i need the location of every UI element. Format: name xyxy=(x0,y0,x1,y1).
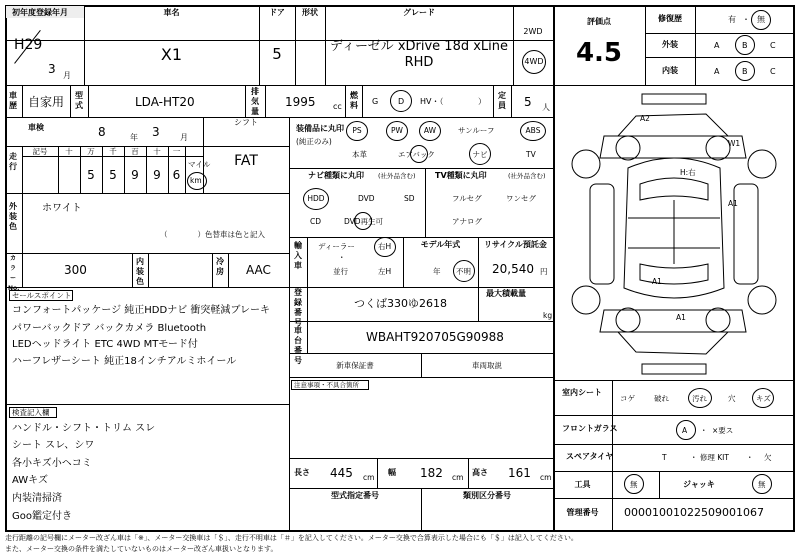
rule xyxy=(553,498,795,499)
equip-item: PS xyxy=(352,126,362,135)
navi-sub: (社外品含む) xyxy=(378,172,416,180)
mileage-digit: 6 xyxy=(172,168,181,182)
tools-value: 無 xyxy=(630,480,638,489)
inspection-year-unit: 年 xyxy=(130,133,138,142)
rule xyxy=(88,85,89,117)
tv-item: ワンセグ xyxy=(506,194,536,203)
doors-label: ドア xyxy=(269,8,285,17)
rule xyxy=(70,85,71,117)
repair-yes: 有 xyxy=(728,15,736,24)
sales-points-label: セールスポイント xyxy=(12,291,72,300)
footer-note-2: また、メーター交換の条件を満たしていないものはメーター改ざん車扱いとなります。 xyxy=(5,545,278,553)
equip-item: サンルーフ xyxy=(458,126,495,135)
inspector-line: ハンドル・シフト・トリム スレ xyxy=(12,423,156,434)
mileage-digit: 5 xyxy=(109,168,117,182)
registration-value: つくば330ゆ2618 xyxy=(354,297,447,310)
rule xyxy=(362,85,363,117)
mileage-unit-km: km xyxy=(190,176,202,185)
chassis-value: WBAHT920705G90988 xyxy=(366,330,504,344)
first-reg-label: 初年度登録年月 xyxy=(12,8,68,17)
navi-item: DVD再生可 xyxy=(344,217,384,226)
interior-color-label: 内装色 xyxy=(136,257,144,286)
rule xyxy=(132,253,133,287)
car-damage-diagram xyxy=(556,88,792,378)
navi-item: HDD xyxy=(307,194,325,203)
rule xyxy=(493,85,494,117)
mileage-label: 走行 xyxy=(9,152,17,171)
navi-item: SD xyxy=(404,194,415,203)
interior-b: B xyxy=(742,67,748,76)
color-value: ホワイト xyxy=(42,203,82,214)
rule xyxy=(265,85,266,117)
windshield-a: A xyxy=(682,426,688,435)
fuel-label: 燃料 xyxy=(350,91,358,110)
width-label: 幅 xyxy=(388,468,396,477)
rule xyxy=(185,146,186,193)
mileage-unit-mile: マイル xyxy=(188,160,211,169)
spare-tire-kit: ・ 修理 KIT xyxy=(690,453,729,462)
height-label: 高さ xyxy=(472,468,488,477)
shift-value: FAT xyxy=(234,153,258,169)
mileage-digit-label: 十 xyxy=(65,147,73,156)
doors-value: 5 xyxy=(272,45,282,63)
tv-item: フルセグ xyxy=(452,194,482,203)
mileage-digit: 9 xyxy=(153,168,161,182)
import-left: 左H xyxy=(378,267,392,276)
inspector-line: AWキズ xyxy=(12,475,48,486)
grade-label: グレード xyxy=(403,8,435,17)
inspection-label: 車検 xyxy=(28,123,44,132)
rule xyxy=(259,5,260,85)
equip-item: PW xyxy=(391,126,403,135)
rule xyxy=(553,380,795,381)
grade-line1: ディーゼル xDrive 18d xLine xyxy=(329,39,509,54)
rule xyxy=(289,321,553,322)
mgmt-no-label: 管理番号 xyxy=(566,508,599,517)
usage-value: 自家用 xyxy=(28,95,65,109)
tv-sub: (社外品含む) xyxy=(508,172,546,180)
exterior-c: C xyxy=(770,41,776,50)
score-label: 評価点 xyxy=(587,17,611,26)
equipment-sub: (純正のみ) xyxy=(296,137,332,146)
length-value: 445 xyxy=(330,466,353,480)
diagram-mark: W1 xyxy=(728,139,741,148)
exterior-b: B xyxy=(742,41,748,50)
rule xyxy=(5,287,289,288)
first-reg-month-unit: 月 xyxy=(63,71,71,80)
model-year-label: モデル年式 xyxy=(420,240,461,249)
displacement-unit: cc xyxy=(333,102,342,111)
exterior-a: A xyxy=(714,41,720,50)
length-label: 長さ xyxy=(294,468,310,477)
rule xyxy=(478,237,479,321)
mileage-digit-label: 十 xyxy=(153,147,161,156)
recycle-label: リサイクル預託金 xyxy=(484,240,547,249)
rule xyxy=(5,117,553,118)
exterior-label: 外装 xyxy=(662,40,678,49)
inspection-year: 8 xyxy=(98,125,106,139)
rule xyxy=(245,85,246,117)
displacement-value: 1995 xyxy=(285,95,316,109)
width-value: 182 xyxy=(420,466,443,480)
rule xyxy=(289,458,553,459)
rule xyxy=(148,253,149,287)
mileage-digit-label: 一 xyxy=(172,147,181,156)
rule xyxy=(659,471,660,498)
fuel-g: G xyxy=(372,97,379,106)
rule xyxy=(289,168,553,169)
sales-point-line: ハーフレザーシート 純正18インチアルミホイール xyxy=(12,356,237,367)
wheel xyxy=(706,136,730,160)
diagram-mark: A1 xyxy=(676,313,686,322)
capacity-value: 5 xyxy=(524,95,532,109)
aircon-value: AAC xyxy=(246,263,271,277)
length-unit: cm xyxy=(363,473,375,482)
inspector-line: 内装清掃済 xyxy=(12,493,62,504)
seat-label: 室内シート xyxy=(562,388,602,397)
rule xyxy=(345,85,346,117)
car-name-value: X1 xyxy=(160,45,183,64)
seat-item: 汚れ xyxy=(692,394,707,403)
seat-item: 穴 xyxy=(728,394,736,403)
tv-label: TV種類に丸印 xyxy=(435,171,487,180)
score-value: 4.5 xyxy=(575,38,623,68)
rule xyxy=(84,5,85,85)
inspector-line: シート スレ、シワ xyxy=(12,440,95,451)
inspector-label: 検査記入欄 xyxy=(12,408,50,417)
displacement-label: 排気量 xyxy=(251,87,259,116)
max-load-label: 最大積載量 xyxy=(486,289,526,298)
rule xyxy=(425,168,426,237)
mileage-digit: 9 xyxy=(131,168,139,182)
windshield-x: ×要ス xyxy=(712,426,734,435)
mileage-digit-label: 百 xyxy=(131,147,139,156)
sales-point-line: LEDヘッドライト ETC 4WD MTモード付 xyxy=(12,339,198,350)
color-label: 外装色 xyxy=(9,202,17,231)
shift-label: シフト xyxy=(234,118,258,127)
manual-label: 車両取説 xyxy=(472,361,502,370)
rule xyxy=(511,85,512,117)
rule xyxy=(289,377,553,378)
rule xyxy=(295,5,296,85)
interior-label: 内装 xyxy=(662,66,678,75)
diagram-mark: A2 xyxy=(640,114,650,123)
model-label: 型式 xyxy=(75,91,83,110)
recycle-value: 20,540 xyxy=(492,262,534,276)
equip-item: ABS xyxy=(525,126,541,135)
type-cert-label: 型式指定番号 xyxy=(331,491,379,500)
body-shape-label: 形状 xyxy=(302,8,318,17)
rule xyxy=(377,458,378,488)
import-parallel: 並行 xyxy=(333,267,348,276)
first-reg-month: 3 xyxy=(48,62,56,76)
interior-a: A xyxy=(714,67,720,76)
diagram-mark: A1 xyxy=(652,277,662,286)
rule xyxy=(468,458,469,488)
equip-item: 本革 xyxy=(352,150,367,159)
navi-item: DVD xyxy=(358,194,375,203)
footer-note-1: 走行距離の記号欄にメーター改ざん車は「※」、メーター交換車は「＄」、走行不明車は「＃」を記入してください。メーター交換で合算表示した場合にも「＄」は記入してください。 xyxy=(5,534,578,542)
capacity-label: 定員 xyxy=(498,91,506,110)
model-value: LDA-HT20 xyxy=(135,95,195,109)
color-no-value: 300 xyxy=(64,263,87,277)
diagram-mark-hub: H:右 xyxy=(680,168,696,177)
rule xyxy=(553,5,555,532)
spare-tire-t: T xyxy=(662,453,667,462)
import-dot: ・ xyxy=(338,253,346,262)
rule xyxy=(22,193,23,253)
inspector-line: Goo鑑定付き xyxy=(12,511,72,522)
repair-no: 無 xyxy=(757,15,765,24)
tools-label: 工具 xyxy=(574,480,591,489)
mgmt-no-value: 00001001022509001067 xyxy=(624,506,764,519)
rule xyxy=(22,156,203,157)
equip-item: TV xyxy=(526,150,536,159)
color-note: （ ）色替車は色と記入 xyxy=(160,230,265,239)
wheel xyxy=(616,136,640,160)
repair-sep: ・ xyxy=(742,15,750,24)
fuel-close: ） xyxy=(478,97,486,106)
equip-item: ナビ xyxy=(472,150,488,159)
car-name-label: 車名 xyxy=(163,8,180,17)
interior-c: C xyxy=(770,67,776,76)
equip-item: AW xyxy=(423,126,437,135)
max-load-unit: kg xyxy=(543,311,553,320)
seat-item: コゲ xyxy=(620,394,635,403)
rule xyxy=(22,85,23,117)
mileage-digit-label: 千 xyxy=(109,147,117,156)
rule xyxy=(553,444,795,445)
seat-item: キズ xyxy=(756,394,771,403)
rule xyxy=(228,253,229,287)
spare-tire-none: 欠 xyxy=(764,453,772,462)
navi-item: CD xyxy=(310,217,322,226)
equipment-label: 装備品に丸印 xyxy=(296,124,344,133)
rule xyxy=(289,287,553,288)
diagram-mark: A1 xyxy=(728,199,738,208)
warranty-label: 新車保証書 xyxy=(336,361,374,370)
aircon-label: 冷房 xyxy=(216,257,224,276)
rule xyxy=(289,117,290,532)
seat-item: 破れ xyxy=(654,394,669,403)
rule xyxy=(5,193,289,194)
chassis-label: 車台番号 xyxy=(294,326,302,365)
usage-label: 車歴 xyxy=(9,91,17,110)
drive-4wd: 4WD xyxy=(524,57,544,66)
color-no-label: カラーNo. xyxy=(8,255,20,292)
notes-label: 注意事項・不具合箇所 xyxy=(294,381,359,389)
spare-tire-dot: ・ xyxy=(746,453,754,462)
grade-line2: RHD xyxy=(404,55,434,70)
rule xyxy=(212,253,213,287)
rule xyxy=(553,85,795,86)
height-unit: cm xyxy=(540,473,552,482)
rule xyxy=(289,237,553,238)
sales-point-line: コンフォートパッケージ 純正HDDナビ 衝突軽減ブレーキ xyxy=(12,305,270,316)
repair-history-label: 修復歴 xyxy=(658,14,682,23)
rule xyxy=(645,57,795,58)
equip-item: エアバック xyxy=(398,150,435,159)
drive-2wd: 2WD xyxy=(523,27,543,36)
jack-label: ジャッキ xyxy=(683,480,715,489)
mileage-digit: 5 xyxy=(87,168,95,182)
width-unit: cm xyxy=(452,473,464,482)
import-label: 輸入車 xyxy=(294,241,302,270)
import-dealer: ディーラー xyxy=(318,242,355,251)
fuel-hv: HV・（ xyxy=(420,97,444,106)
height-value: 161 xyxy=(508,466,531,480)
rule xyxy=(307,237,308,353)
windshield-dot: ・ xyxy=(700,426,708,435)
registration-label: 登録番号 xyxy=(294,288,302,327)
recycle-unit: 円 xyxy=(540,267,548,276)
jack-value: 無 xyxy=(758,480,766,489)
inspection-month-unit: 月 xyxy=(180,133,188,142)
rule xyxy=(22,253,23,287)
navi-label: ナビ種類に丸印 xyxy=(308,171,364,180)
inspector-line: 各小キズ小ヘコミ xyxy=(12,458,92,469)
rule xyxy=(5,253,289,254)
rule xyxy=(513,5,514,85)
rule xyxy=(553,415,795,416)
mileage-sign-label: 記号 xyxy=(32,147,48,156)
spare-tire-label: スペアタイヤ xyxy=(566,452,614,461)
import-right: 右H xyxy=(378,242,392,251)
fuel-d: D xyxy=(398,97,405,106)
rule xyxy=(695,5,696,85)
capacity-unit: 人 xyxy=(542,103,550,112)
class-no-label: 類別区分番号 xyxy=(463,491,511,500)
tv-item: アナログ xyxy=(452,217,482,226)
windshield-label: フロントガラス xyxy=(562,424,618,433)
inspection-month: 3 xyxy=(152,125,160,139)
model-year-unit: 年 xyxy=(433,267,441,276)
model-year-unknown: 不明 xyxy=(456,267,471,276)
rule xyxy=(645,33,795,34)
mileage-digit-label: 万 xyxy=(87,147,95,156)
rule xyxy=(553,471,795,472)
sales-point-line: パワーバックドア バックカメラ Bluetooth xyxy=(12,323,207,334)
rule xyxy=(5,404,289,405)
first-reg-era: H29 xyxy=(14,37,43,53)
